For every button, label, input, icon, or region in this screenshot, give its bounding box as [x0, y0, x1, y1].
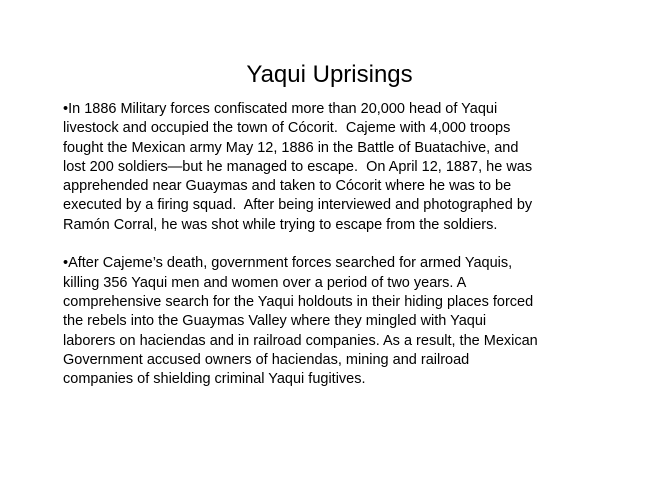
text-line: comprehensive search for the Yaqui holdouts in their hiding places forced	[63, 293, 534, 310]
text-line: •In 1886 Military forces confiscated more than 20,000 head of Yaqui	[63, 101, 498, 117]
slide-title: Yaqui Uprisings	[246, 61, 413, 88]
slide-body	[63, 100, 603, 389]
text-line: laborers on haciendas and in railroad companies. As a result, the Mexican	[63, 332, 538, 349]
text-line: companies of shielding criminal Yaqui fugitives.	[63, 371, 366, 388]
bullet-paragraph-2	[63, 254, 603, 389]
bullet-paragraph-1	[63, 100, 603, 235]
text-line: executed by a firing squad. After being interviewed and photographed by	[63, 197, 533, 214]
text-line: livestock and occupied the town of Cócorit. Cajeme with 4,000 troops	[63, 120, 511, 137]
text-line: the rebels into the Guaymas Valley where they mingled with Yaqui	[63, 313, 487, 330]
text-line: apprehended near Guaymas and taken to Cócorit where he was to be	[63, 178, 512, 195]
text-line: Government accused owners of haciendas, mining and railroad	[63, 351, 470, 368]
text-line: Ramón Corral, he was shot while trying to escape from the soldiers.	[63, 216, 498, 233]
text-line: fought the Mexican army May 12, 1886 in the Battle of Buatachive, and	[63, 139, 519, 156]
text-line: killing 356 Yaqui men and women over a period of two years. A	[63, 274, 467, 291]
text-line: lost 200 soldiers—but he managed to escape. On April 12, 1887, he was	[63, 158, 533, 175]
text-line: •After Cajeme’s death, government forces searched for armed Yaquis,	[63, 255, 513, 272]
